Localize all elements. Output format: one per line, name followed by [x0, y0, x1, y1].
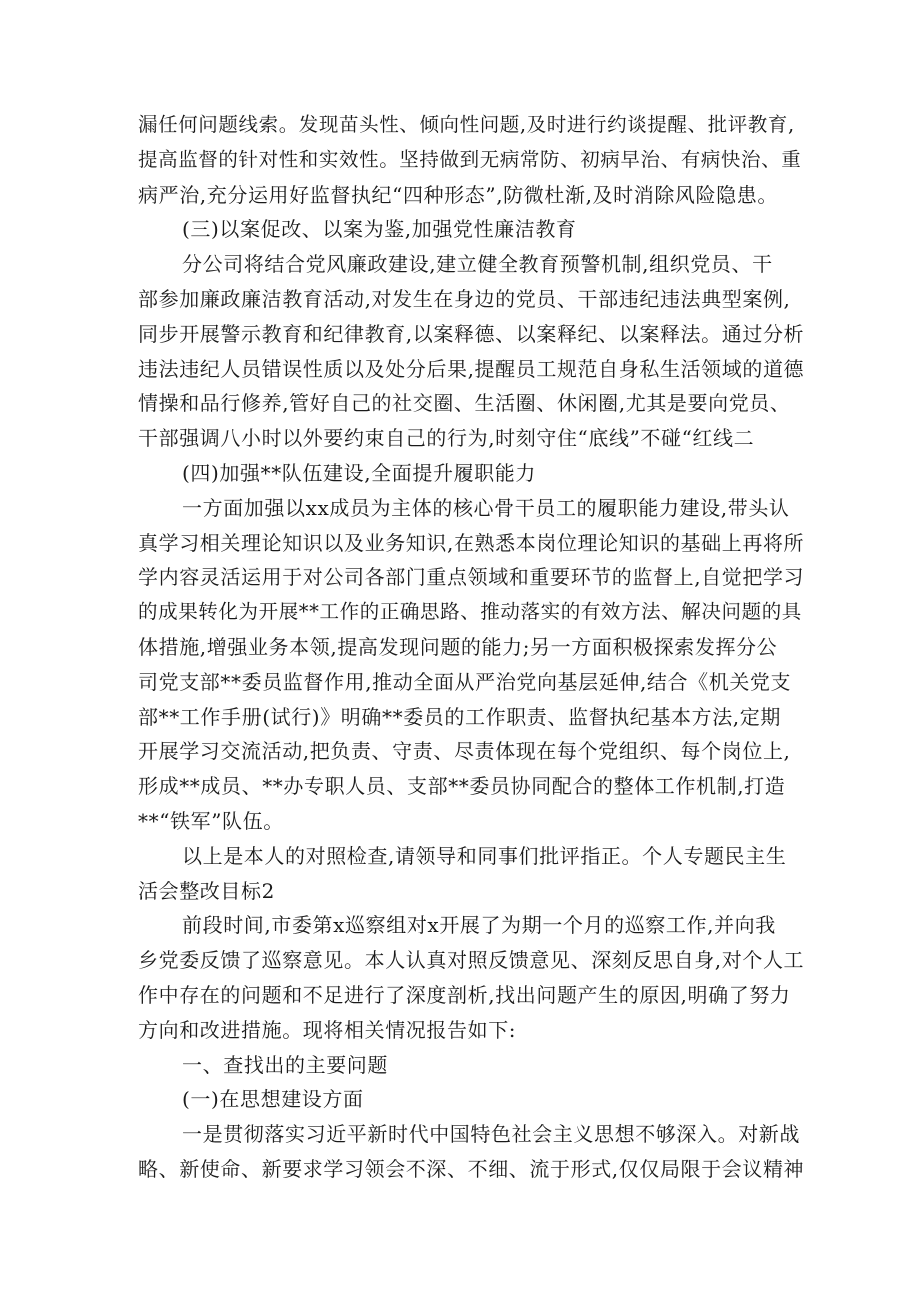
text-line: 开展学习交流活动,把负责、守责、尽责体现在每个党组织、每个岗位上,	[138, 739, 791, 764]
text-line: 略、新使命、新要求学习领会不深、不细、流于形式,仅仅局限于会议精神	[138, 1156, 805, 1181]
text-line: 同步开展警示教育和纪律教育,以案释德、以案释纪、以案释法。通过分析	[138, 321, 805, 346]
text-line: 部**工作手册(试行)》明确**委员的工作职责、监督执纪基本方法,定期	[138, 704, 781, 729]
text-line: 漏任何问题线索。发现苗头性、倾向性问题,及时进行约谈提醒、批评教育,	[138, 113, 795, 136]
document-body	[138, 108, 805, 1187]
section-heading: 一、查找出的主要问题	[182, 1052, 388, 1077]
paragraph-start-line: 一是贯彻落实习近平新时代中国特色社会主义思想不够深入。对新战	[182, 1122, 800, 1147]
subsection-heading: (一)在思想建设方面	[182, 1087, 364, 1112]
text-line: 病严治,充分运用好监督执纪“四种形态”,防微杜渐,及时消除风险隐患。	[138, 182, 778, 207]
text-line: 体措施,增强业务本领,提高发现问题的能力;另一方面积极探索发挥分公	[138, 634, 778, 659]
section-heading: (四)加强**队伍建设,全面提升履职能力	[182, 460, 536, 485]
text-line: 作中存在的问题和不足进行了深度剖析,找出问题产生的原因,明确了努力	[138, 982, 791, 1007]
text-line: 活会整改目标2	[138, 878, 275, 903]
text-line: 乡党委反馈了巡察意见。本人认真对照反馈意见、深刻反思自身,对个人工	[138, 948, 805, 973]
text-line: 真学习相关理论知识以及业务知识,在熟悉本岗位理论知识的基础上再将所	[138, 530, 805, 555]
text-line: 方向和改进措施。现将相关情况报告如下:	[138, 1017, 517, 1042]
section-heading: (三)以案促改、以案为鉴,加强党性廉洁教育	[182, 217, 577, 242]
text-line: 违法违纪人员错误性质以及处分后果,提醒员工规范自身私生活领域的道德	[138, 356, 805, 381]
text-line: 司党支部**委员监督作用,推动全面从严治党向基层延伸,结合《机关党支	[138, 669, 792, 694]
paragraph-start-line: 以上是本人的对照检查,请领导和同事们批评指正。个人专题民主生	[182, 843, 787, 868]
text-line: 提高监督的针对性和实效性。坚持做到无病常防、初病早治、有病快治、重	[138, 147, 802, 171]
text-line: 情操和品行修养,管好自己的社交圈、生活圈、休闲圈,尤其是要向党员、	[138, 391, 791, 416]
text-line: 的成果转化为开展**工作的正确思路、推动落实的有效方法、解决问题的具	[138, 600, 802, 624]
paragraph-start-line: 一方面加强以xx成员为主体的核心骨干员工的履职能力建设,带头认	[182, 495, 790, 520]
text-line: 学内容灵活运用于对公司各部门重点领域和重要环节的监督上,自觉把学习	[138, 565, 805, 590]
paragraph-start-line: 分公司将结合党风廉政建设,建立健全教育预警机制,组织党员、干	[182, 252, 773, 277]
text-line: 部参加廉政廉洁教育活动,对发生在身边的党员、干部违纪违法典型案例,	[138, 286, 791, 311]
paragraph-start-line: 前段时间,市委第x巡察组对x开展了为期一个月的巡察工作,并向我	[182, 913, 776, 938]
text-line: 形成**成员、**办专职人员、支部**委员协同配合的整体工作机制,打造	[138, 774, 786, 799]
text-line: **“铁军”队伍。	[138, 808, 284, 833]
text-line: 干部强调八小时以外要约束自己的行为,时刻守住“底线”不碰“红线二	[138, 426, 755, 451]
